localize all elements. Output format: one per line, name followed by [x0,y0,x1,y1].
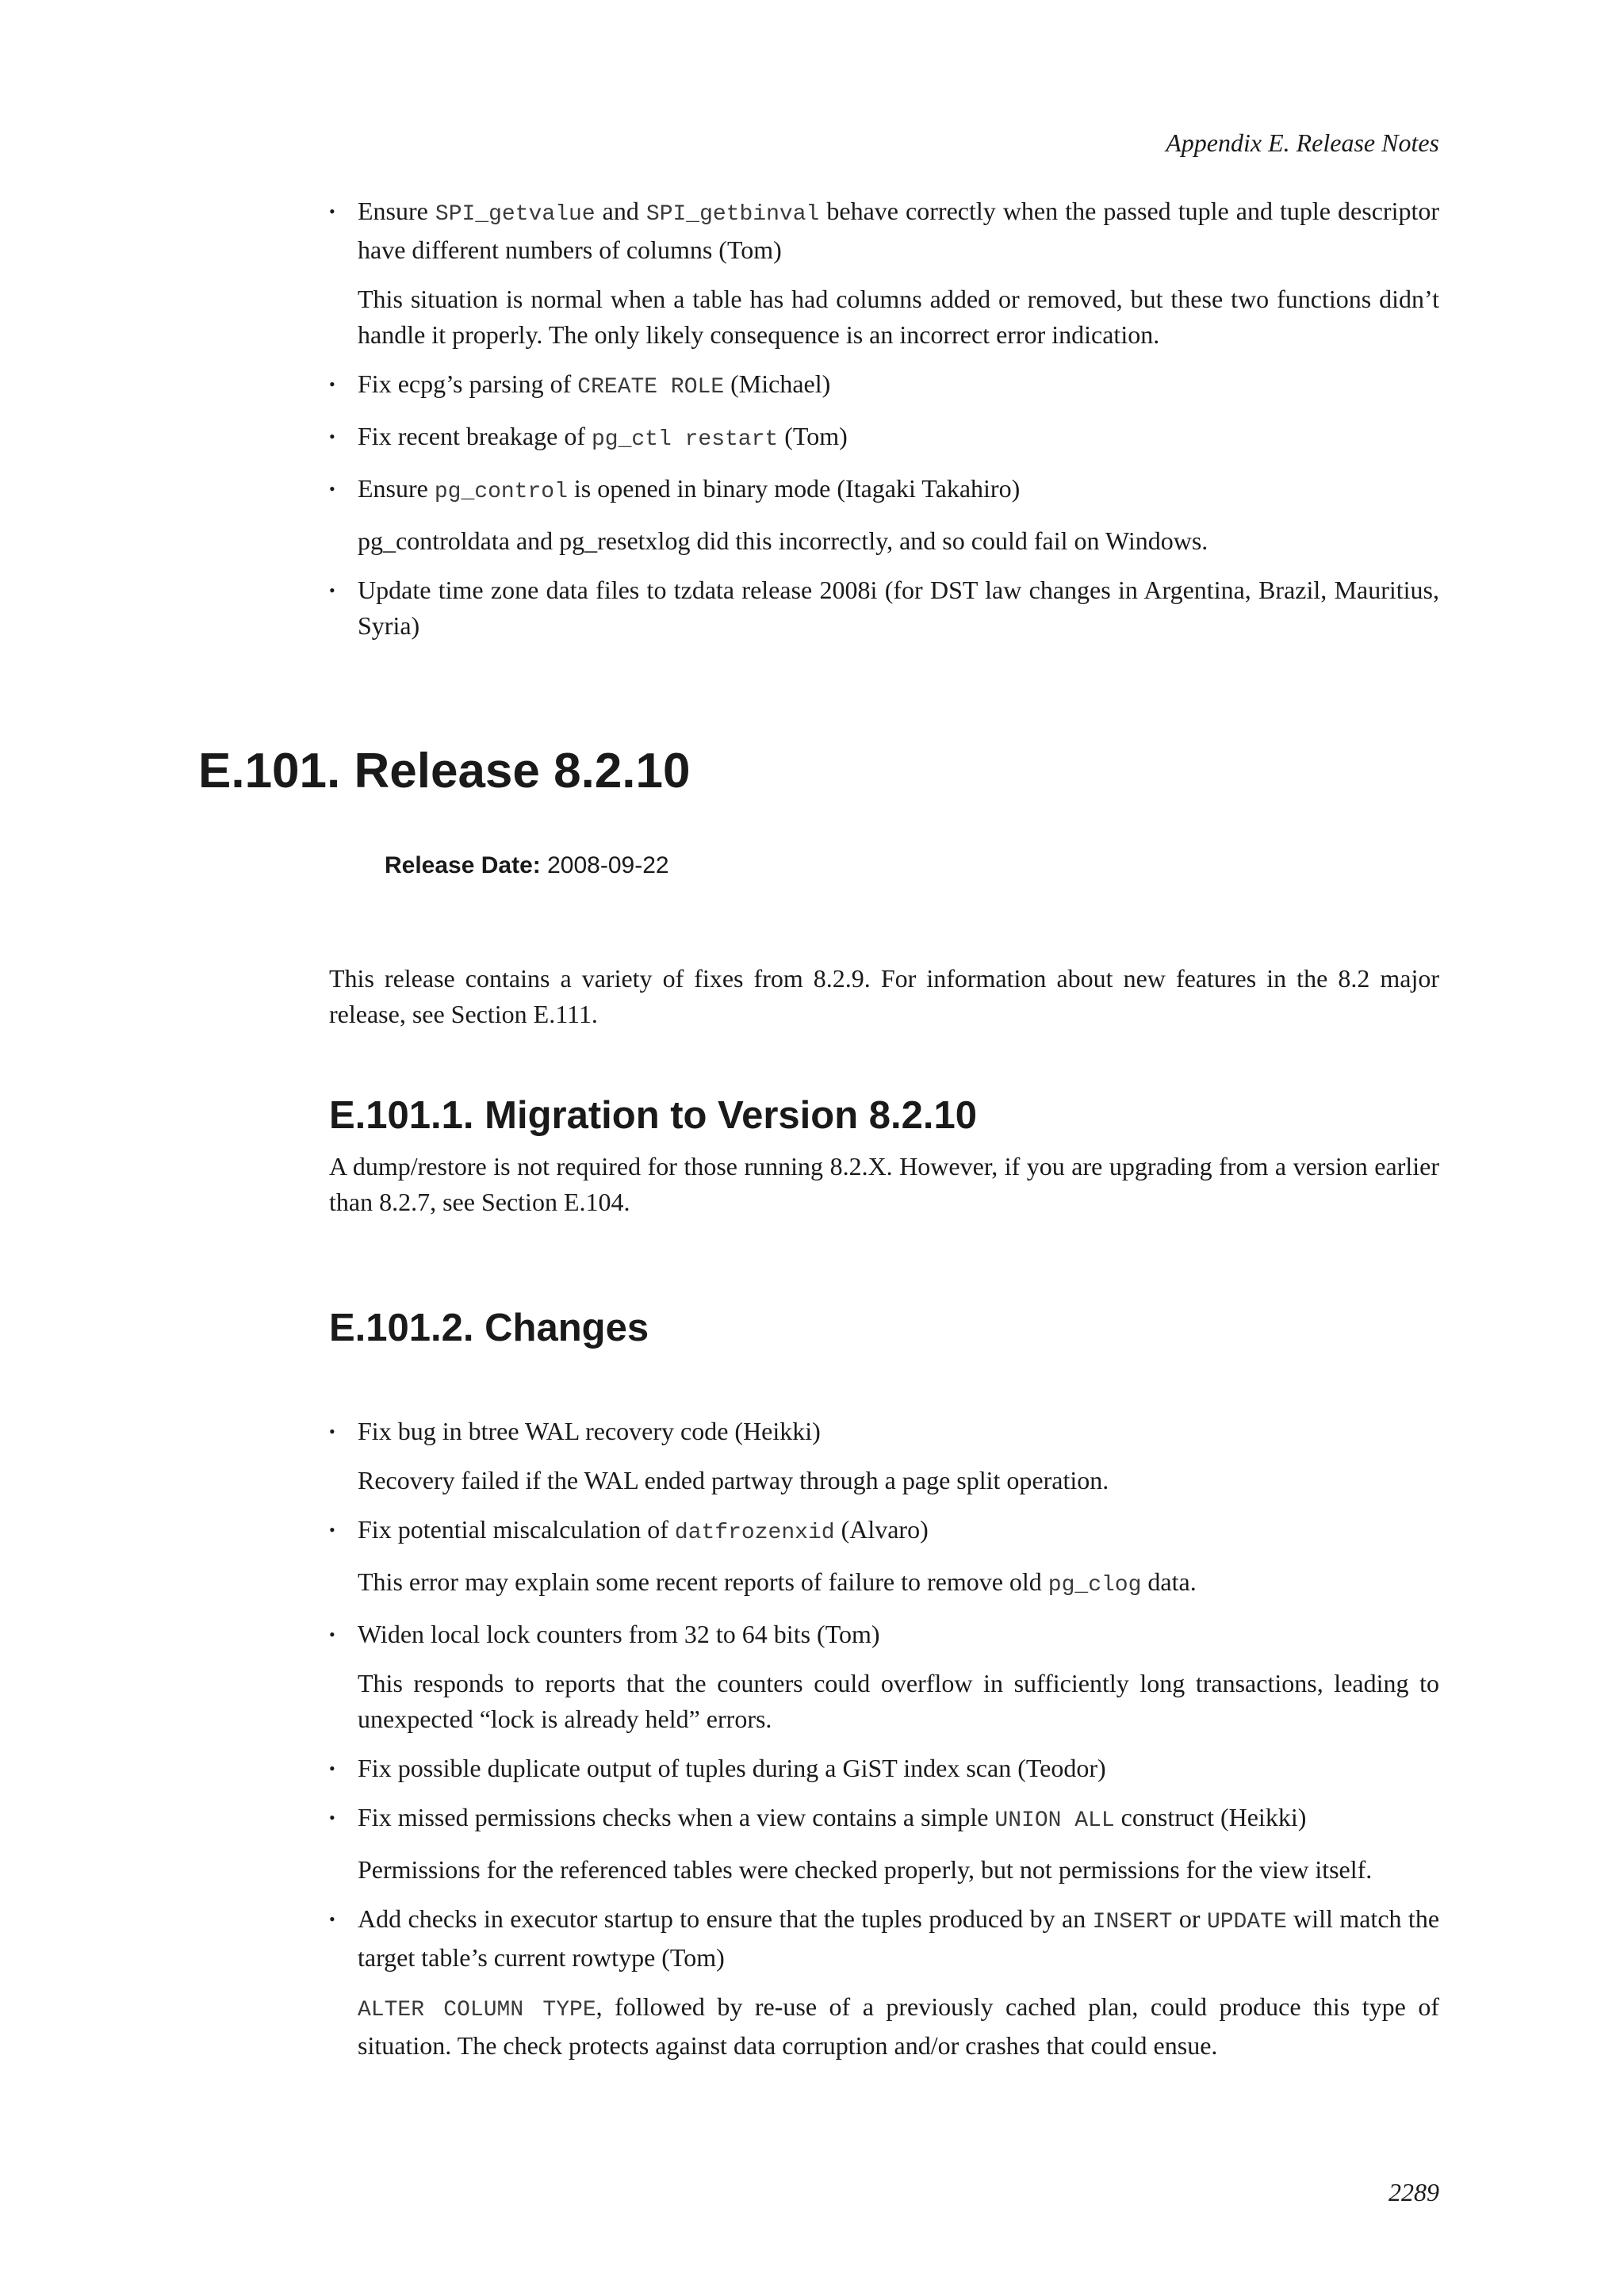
release-date-label: Release Date: [385,852,541,878]
item-text: Fix ecpg’s parsing of [358,369,578,398]
item-note [329,1564,1439,1603]
code-pg-control: pg_control [434,480,568,504]
list-item [329,1414,1439,1449]
item-text: Fix missed permissions checks when a view contains a simple [358,1803,995,1831]
item-note [329,1989,1439,2064]
item-text: Widen local lock counters from 32 to 64 bits (Tom) [358,1620,880,1648]
item-text: (Alvaro) [834,1515,929,1544]
note-text: This error may explain some recent reports of failure to remove old [358,1567,1048,1596]
section-title: E.101. Release 8.2.10 [198,744,691,798]
code-datfrozenxid: datfrozenxid [674,1521,835,1545]
top-bullet-list-block [329,193,1439,657]
item-note [329,1666,1439,1737]
item-text: Fix possible duplicate output of tuples during a GiST index scan (Teodor) [358,1754,1106,1782]
changes-title: E.101.2. Changes [329,1307,649,1349]
code-spi-getvalue: SPI_getvalue [435,202,596,227]
code-pg-ctl-restart: pg_ctl restart [591,427,779,452]
migration-title: E.101.1. Migration to Version 8.2.10 [329,1094,977,1137]
code-create-role: CREATE ROLE [577,375,725,400]
note-text: data. [1141,1567,1197,1596]
migration-block [329,1093,1439,1220]
item-text: Ensure [358,197,435,225]
note-text: Permissions for the referenced tables were checked properly, but not permissions for the view itself. [358,1855,1373,1884]
list-item [329,471,1439,510]
item-text: is opened in binary mode (Itagaki Takahiro) [567,474,1021,503]
item-text: and [595,197,646,225]
changes-list [329,1414,1439,2064]
item-text: (Tom) [778,422,848,450]
list-item [329,572,1439,644]
intro-block [329,961,1439,1032]
list-item [329,366,1439,405]
note-text: , followed by re-use of a previously cached plan, could produce this type of situation. The check protects against data corruption and/or crashes that could ensue. [358,1992,1439,2060]
list-item [329,1800,1439,1839]
item-note [329,1852,1439,1888]
code-union-all: UNION ALL [994,1808,1115,1833]
section-intro: This release contains a variety of fixes from 8.2.9. For information about new features in the 8.2 major release, see Section E.111. [329,964,1439,1028]
changes-block [329,1306,1439,1350]
running-header: Appendix E. Release Notes [1166,128,1439,157]
item-note: This situation is normal when a table has had columns added or removed, but these two functions didn’t handle it properly. The only likely consequence is an incorrect error indication. [358,285,1439,349]
code-update: UPDATE [1206,1910,1287,1934]
list-item [329,193,1439,268]
item-text: Fix potential miscalculation of [358,1515,675,1544]
list-item [329,1901,1439,1976]
code-insert: INSERT [1092,1910,1173,1934]
code-spi-getbinval: SPI_getbinval [645,202,820,227]
list-item [329,1512,1439,1551]
item-note: pg_controldata and pg_resetxlog did this incorrectly, and so could fail on Windows. [358,526,1208,555]
item-note [329,1463,1439,1498]
list-item [329,1617,1439,1652]
changes-list-block [329,1414,1439,2077]
item-text: (Michael) [724,369,831,398]
item-text: Add checks in executor startup to ensure that the tuples produced by an [358,1904,1093,1933]
migration-text: A dump/restore is not required for those running 8.2.X. However, if you are upgrading from a version earlier than 8.2.7, see Section E.104. [329,1152,1439,1216]
item-text: Update time zone data files to tzdata release 2008i (for DST law changes in Argentina, Brazil, Mauritius, Syria) [358,576,1439,640]
item-text: construct (Heikki) [1114,1803,1307,1831]
item-text: Fix recent breakage of [358,422,592,450]
list-item [329,419,1439,457]
code-pg-clog: pg_clog [1048,1573,1142,1598]
item-text: behave correctly when the passed tuple and tuple descriptor have different numbers of columns (Tom) [358,197,1440,264]
item-text: or [1172,1904,1207,1933]
item-text: Ensure [358,474,435,503]
item-text: Fix bug in btree WAL recovery code (Heikki) [358,1417,821,1445]
top-bullet-list [329,193,1439,644]
code-alter-column-type: ALTER COLUMN TYPE [358,1998,596,2022]
item-text: will match the target table’s current rowtype (Tom) [358,1904,1440,1972]
release-date-value: 2008-09-22 [540,852,669,878]
release-date [385,848,669,883]
list-item [329,1751,1439,1786]
note-text: Recovery failed if the WAL ended partway through a page split operation. [358,1466,1109,1494]
page-number: 2289 [1388,2178,1439,2206]
note-text: This responds to reports that the counters could overflow in sufficiently long transactions, leading to unexpected “lock is already held” errors. [358,1669,1439,1733]
